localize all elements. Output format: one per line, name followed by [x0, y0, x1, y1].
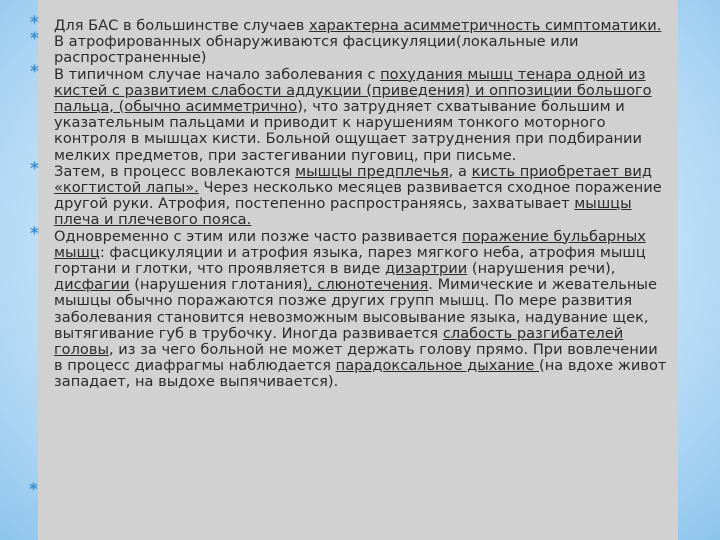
text-run: (на вдохе живот западает, на выдохе выпячивается). [54, 357, 667, 391]
text-run: Через несколько месяцев развивается сходное поражение другой руки. Атрофия, постепенно распространяясь, захватывает [54, 179, 662, 213]
text-run: Одновременно с этим или позже часто развивается [54, 227, 462, 245]
bullet-paragraph-forearm [30, 158, 668, 229]
underlined-text-run: характерна асимметричность симптоматики. [308, 17, 662, 34]
bullet-star-icon: * [30, 158, 39, 179]
slide-content [30, 13, 668, 391]
bullet-paragraph-fasciculations [30, 29, 668, 67]
text-run: : фасцикуляции и атрофия языка, парез мягкого неба, атрофия мышц гортани и глотки, что проявляется в виде [54, 243, 646, 278]
underlined-text-run: слабость разгибателей головы [54, 324, 624, 359]
underlined-text-run: дисфагии [54, 276, 130, 294]
underlined-text-run: ), слюнотечения [302, 276, 429, 294]
text-run: . Мимические и жевательные мышцы обычно поражаются позже других групп мышц. По мере развития заболевания становится невозможным высовывание языка, надувание щек, вытягивание губ в трубочку. Иногда развивается [54, 276, 657, 342]
bullet-paragraph-asymmetry [30, 13, 668, 34]
text-run: Для БАС в большинстве случаев [54, 17, 309, 34]
text-run: (нарушения глотания [129, 276, 303, 294]
bullet-paragraph-onset [30, 61, 668, 164]
underlined-text-run: мышцы плеча и плечевого пояса. [54, 195, 632, 229]
bullet-star-icon: * [30, 13, 39, 33]
underlined-text-run: похудания мышц тенара одной из кистей с развитием слабости аддукции (приведения) и оппозиции большого пальца, (обычно асимметрично [54, 65, 652, 116]
text-run: Затем, в процесс вовлекаются [54, 162, 296, 180]
underlined-text-run: дизартрии [384, 260, 468, 278]
text-run: , из за чего больной не может держать голову прямо. При вовлечении в процесс диафрагмы наблюдается [54, 341, 658, 375]
underlined-text-run: парадоксальное дыхание [335, 357, 540, 375]
bullet-paragraph-bulbar [30, 223, 668, 391]
underlined-text-run: мышцы предплечья [295, 162, 449, 180]
text-run: , а [448, 162, 472, 180]
bullet-star-icon: * [30, 223, 39, 244]
text-run: В атрофированных обнаруживаются фасцикуляции(локальные или распространенные) [54, 33, 579, 67]
text-run: (нарушения речи), [467, 260, 616, 278]
text-run: ), что затрудняет схватывание большим и указательным пальцами и приводит к нарушениям тонкого моторного контроля в мышцах кисти. Больной ощущает затруднения при подбирании мелких предметов, при застегивании пуговиц, при письме. [54, 98, 643, 164]
underlined-text-run: кисть приобретает вид «когтистой лапы». [54, 162, 652, 197]
bullet-star-icon: * [29, 480, 38, 500]
bullet-star-icon: * [30, 61, 39, 82]
bullet-star-icon: * [30, 29, 39, 50]
text-run: В типичном случае начало заболевания с [54, 65, 381, 83]
underlined-text-run: поражение бульбарных мышц [54, 227, 646, 261]
